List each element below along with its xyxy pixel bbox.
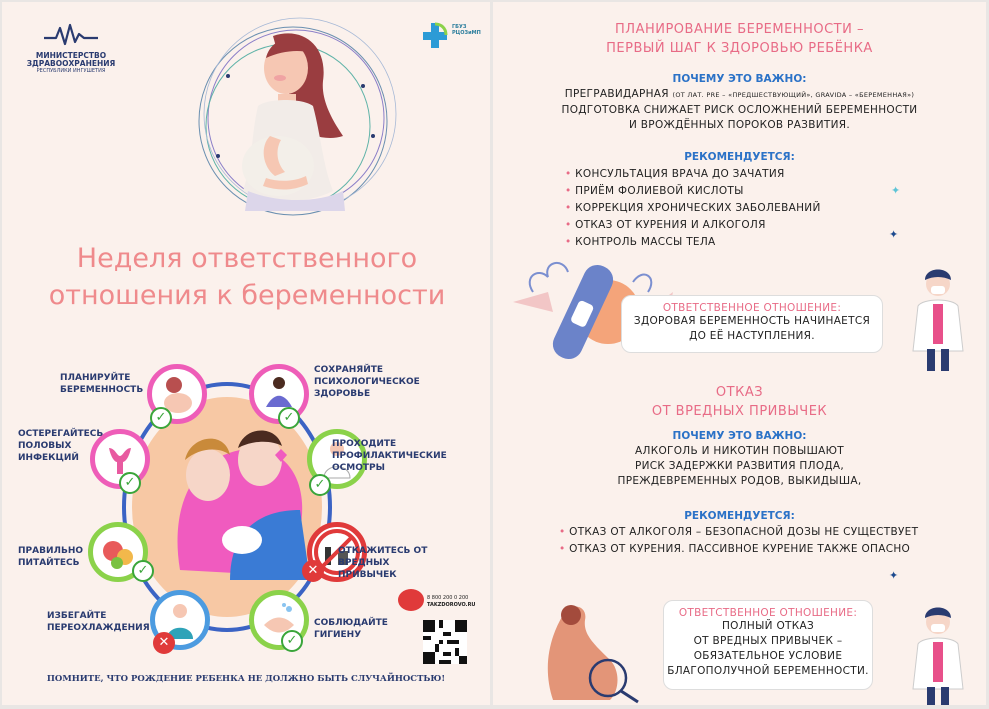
main-title-line1: Неделя ответственного — [76, 243, 418, 274]
cold-cross-icon: ✕ — [153, 632, 175, 654]
label-inf: ОСТЕРЕГАЙТЕСЬ ПОЛОВЫХ ИНФЕКЦИЙ — [18, 429, 104, 463]
why2-text — [493, 444, 986, 489]
hyg-check-icon: ✓ — [281, 630, 303, 652]
why1-term: ПРЕГРАВИДАРНАЯ — [564, 88, 669, 100]
bubble-1 — [621, 295, 883, 353]
rec1-item: • КОРРЕКЦИЯ ХРОНИЧЕСКИХ ЗАБОЛЕВАНИЙ — [565, 200, 821, 217]
bubble1-line1: ЗДОРОВАЯ БЕРЕМЕННОСТЬ НАЧИНАЕТСЯ — [633, 315, 871, 327]
label-cold: ИЗБЕГАЙТЕ ПЕРЕОХЛАЖДЕНИЯ — [47, 611, 150, 633]
section2-title-line1: ОТКАЗ — [715, 385, 764, 400]
prof-check-icon: ✓ — [309, 474, 331, 496]
rec1-list — [565, 166, 821, 251]
ministry-logo — [16, 22, 126, 74]
pregnant-woman-illustration — [188, 16, 398, 226]
habits-cross-icon: ✕ — [302, 560, 324, 582]
bubble2-title: ОТВЕТСТВЕННОЕ ОТНОШЕНИЕ: — [678, 607, 858, 619]
inf-check-icon: ✓ — [119, 472, 141, 494]
bubble2-line4: БЛАГОПОЛУЧНОЙ БЕРЕМЕННОСТИ. — [667, 665, 869, 677]
label-food: ПРАВИЛЬНО ПИТАЙТЕСЬ — [18, 546, 84, 568]
why2-line3: ПРЕЖДЕВРЕМЕННЫХ РОДОВ, ВЫКИДЫША, — [617, 475, 862, 487]
label-habits: ОТКАЖИТЕСЬ ОТ ВРЕДНЫХ ПРИВЫЧЕК — [338, 546, 428, 580]
gbuz-logo — [420, 20, 480, 54]
rec2-item: • ОТКАЗ ОТ АЛКОГОЛЯ – БЕЗОПАСНОЙ ДОЗЫ НЕ СУЩЕСТВУЕТ — [559, 524, 918, 541]
why2-line1: АЛКОГОЛЬ И НИКОТИН ПОВЫШАЮТ — [635, 445, 844, 457]
section2-title-line2: ОТ ВРЕДНЫХ ПРИВЫЧЕК — [651, 404, 828, 419]
main-title — [12, 240, 482, 314]
rec1-item: • ОТКАЗ ОТ КУРЕНИЯ И АЛКОГОЛЯ — [565, 217, 821, 234]
label-psy: СОХРАНЯЙТЕ ПСИХОЛОГИЧЕСКОЕ ЗДОРОВЬЕ — [314, 365, 420, 399]
food-check-icon: ✓ — [132, 560, 154, 582]
label-prof: ПРОХОДИТЕ ПРОФИЛАКТИЧЕСКИЕ ОСМОТРЫ — [332, 439, 447, 473]
recommended-2: РЕКОМЕНДУЕТСЯ: — [684, 510, 795, 522]
recommended-1: РЕКОМЕНДУЕТСЯ: — [684, 151, 795, 163]
footer-note: ПОМНИТЕ, ЧТО РОЖДЕНИЕ РЕБЕНКА НЕ ДОЛЖНО БЫТЬ СЛУЧАЙНОСТЬЮ! — [46, 674, 446, 684]
ministry-line3: РЕСПУБЛИКИ ИНГУШЕТИЯ — [36, 68, 106, 74]
plan-check-icon: ✓ — [150, 407, 172, 429]
why-important-1: ПОЧЕМУ ЭТО ВАЖНО: — [672, 73, 807, 85]
psy-check-icon: ✓ — [278, 407, 300, 429]
section2-title — [493, 383, 986, 421]
bubble1-line2: ДО ЕЁ НАСТУПЛЕНИЯ. — [689, 330, 815, 342]
why1-line3: И ВРОЖДЁННЫХ ПОРОКОВ РАЗВИТИЯ. — [629, 119, 850, 131]
section1-title-line1: ПЛАНИРОВАНИЕ БЕРЕМЕННОСТИ – — [615, 22, 864, 37]
heartbeat-icon — [16, 22, 126, 48]
label-plan: ПЛАНИРУЙТЕ БЕРЕМЕННОСТЬ — [60, 373, 144, 395]
label-hyg: СОБЛЮДАЙТЕ ГИГИЕНУ — [314, 618, 388, 640]
doctor-illustration-1 — [903, 264, 973, 376]
qr-code — [423, 620, 467, 664]
rec1-item: • ПРИЁМ ФОЛИЕВОЙ КИСЛОТЫ — [565, 183, 821, 200]
main-title-line2: отношения к беременности — [48, 280, 446, 311]
why2-line2: РИСК ЗАДЕРЖКИ РАЗВИТИЯ ПЛОДА, — [634, 460, 845, 472]
section1-title — [493, 20, 986, 58]
why1-etymology: (ОТ ЛАТ. PRE – «ПРЕДШЕСТВУЮЩИЙ», GRAVIDA – «БЕРЕМЕННАЯ») — [672, 91, 915, 99]
hotline-logo — [398, 589, 424, 611]
why1-line2: ПОДГОТОВКА СНИЖАЕТ РИСК ОСЛОЖНЕНИЙ БЕРЕМЕННОСТИ — [561, 104, 918, 116]
rec1-item: • КОНСУЛЬТАЦИЯ ВРАЧА ДО ЗАЧАТИЯ — [565, 166, 821, 183]
bubble2-line3: ОБЯЗАТЕЛЬНОЕ УСЛОВИЕ — [693, 650, 843, 662]
hotline-site: TAKZDOROVO.RU — [427, 602, 476, 608]
rec2-item: • ОТКАЗ ОТ КУРЕНИЯ. ПАССИВНОЕ КУРЕНИЕ ТАКЖЕ ОПАСНО — [559, 541, 918, 558]
gbuz-name: ГБУЗ РЦОЗиМП — [452, 24, 481, 36]
right-poster: ПЛАНИРОВАНИЕ БЕРЕМЕННОСТИ – ПЕРВЫЙ ШАГ К ЗДОРОВЬЮ РЕБЁНКА ПОЧЕМУ ЭТО ВАЖНО: ПРЕГРАВИДАРНАЯ (ОТ ЛАТ. PRE – «ПРЕДШЕСТВУЮЩИЙ», GRAVIDA – «БЕРЕМЕННАЯ») ПОДГОТОВКА СНИЖАЕТ РИСК ОСЛОЖНЕНИЙ БЕРЕМЕННОСТИ И ВРОЖДЁННЫХ ПОРОКОВ РАЗВИТИЯ. РЕКОМЕНДУЕТСЯ: • КОНСУЛЬТАЦИЯ ВРАЧА ДО ЗАЧАТИЯ • ПРИЁМ ФОЛИЕВОЙ КИСЛОТЫ • КОРРЕКЦИЯ ХРОНИЧЕСКИХ ЗАБОЛЕВАНИЙ • ОТКАЗ ОТ КУРЕНИЯ И АЛКОГОЛЯ • КОНТРОЛЬ МАССЫ ТЕЛА ✦ ✦ ОТВЕТСТВЕННОЕ ОТНОШЕНИЕ: ЗДОРОВАЯ БЕРЕМЕННОСТЬ НАЧИНАЕТСЯ ДО ЕЁ НАСТУПЛЕНИЯ. ОТКАЗ ОТ ВРЕДНЫХ ПРИВЫЧЕК ПОЧЕМУ ЭТО ВАЖНО: АЛКОГОЛЬ И НИКОТИН ПОВЫШАЮТ РИСК ЗАДЕРЖКИ РАЗВИТИЯ ПЛОДА, ПРЕЖДЕВРЕМЕННЫХ РОДОВ, ВЫКИДЫША, РЕКОМЕНДУЕТСЯ: • ОТКАЗ ОТ АЛКОГОЛЯ – БЕЗОПАСНОЙ ДОЗЫ НЕ СУЩЕСТВУЕТ • ОТКАЗ ОТ КУРЕНИЯ. ПАССИВНОЕ КУРЕНИЕ ТАКЖЕ ОПАСНО ✦ ОТВЕТСТВЕННОЕ ОТНОШЕНИЕ: ПОЛНЫЙ ОТКАЗ ОТ ВРЕДНЫХ ПРИВЫЧЕК – ОБЯЗАТЕЛЬНОЕ УСЛОВИЕ БЛАГОПОЛУЧНОЙ БЕРЕМЕННОСТИ. — [493, 2, 986, 705]
ministry-line1: МИНИСТЕРСТВО — [35, 51, 107, 60]
why-important-2: ПОЧЕМУ ЭТО ВАЖНО: — [672, 430, 807, 442]
bubble-2 — [663, 600, 873, 690]
bubble2-line1: ПОЛНЫЙ ОТКАЗ — [721, 620, 815, 632]
bubble1-title: ОТВЕТСТВЕННОЕ ОТНОШЕНИЕ: — [662, 302, 842, 314]
why1-text — [493, 87, 986, 133]
rec1-item: • КОНТРОЛЬ МАССЫ ТЕЛА — [565, 234, 821, 251]
pregnant-woman-illustration-2 — [533, 600, 653, 705]
section1-title-line2: ПЕРВЫЙ ШАГ К ЗДОРОВЬЮ РЕБЁНКА — [606, 41, 873, 56]
ministry-line2: ЗДРАВООХРАНЕНИЯ — [26, 59, 116, 68]
doctor-illustration-2 — [903, 602, 973, 705]
left-poster — [2, 2, 490, 705]
hotline-phone: 8 800 200 0 200 — [427, 595, 469, 601]
bubble2-line2: ОТ ВРЕДНЫХ ПРИВЫЧЕК – — [693, 635, 843, 647]
medical-cross-icon — [420, 20, 450, 50]
family-illustration — [170, 420, 310, 580]
rec2-list — [559, 524, 918, 558]
